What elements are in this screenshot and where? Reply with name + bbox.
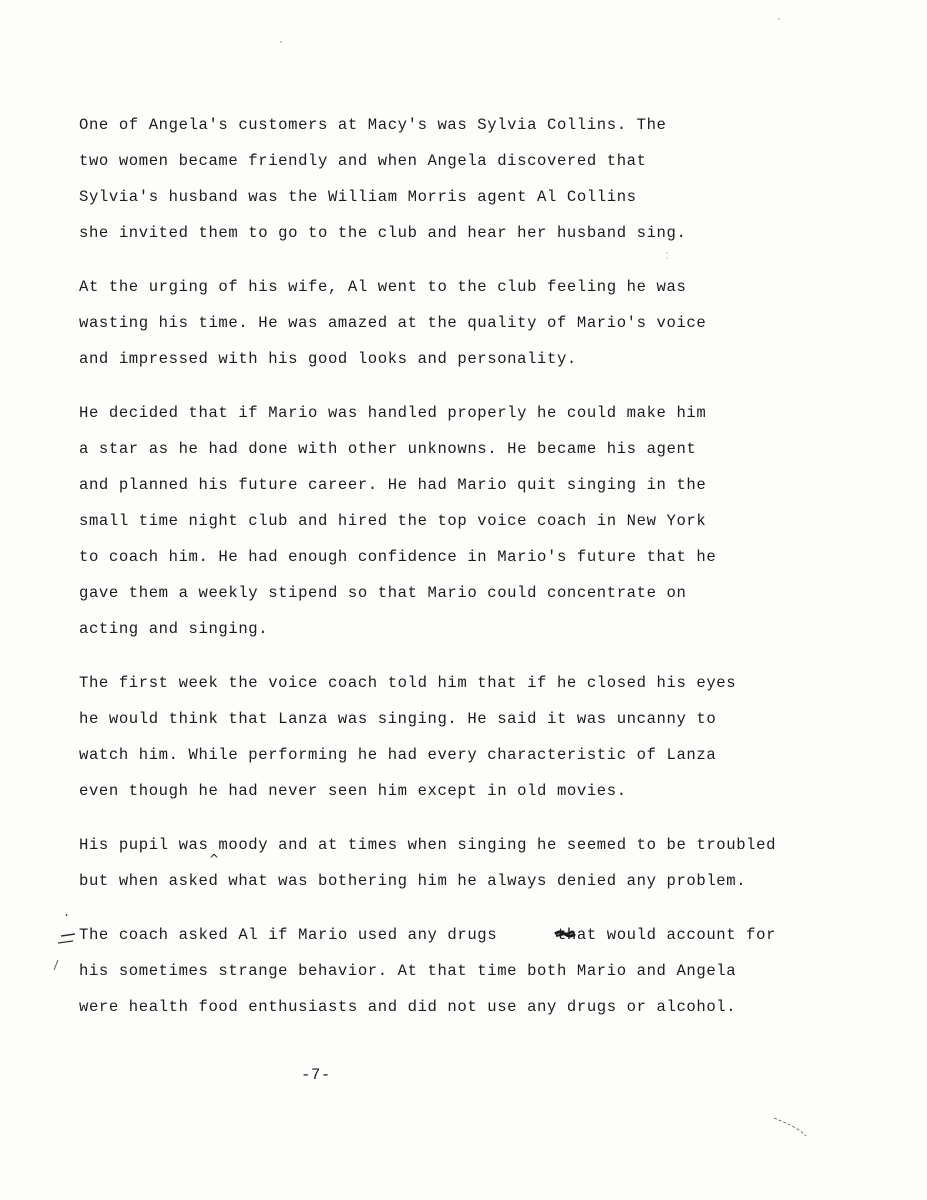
scan-speck: [278, 38, 284, 46]
text-line: to coach him. He had enough confidence in Mario's future that he: [79, 548, 717, 566]
text-line: were health food enthusiasts and did not use any drugs or alcohol.: [79, 998, 737, 1016]
paragraph-2: [79, 269, 879, 377]
paragraph-5: [79, 827, 879, 899]
text-line: and planned his future career. He had Mario quit singing in the: [79, 476, 707, 494]
text-line: he would think that Lanza was singing. He said it was uncanny to: [79, 710, 717, 728]
text-line: and impressed with his good looks and personality.: [79, 350, 577, 368]
text-line: gave them a weekly stipend so that Mario could concentrate on: [79, 584, 687, 602]
text-line: He decided that if Mario was handled properly he could make him: [79, 404, 707, 422]
text-line: wasting his time. He was amazed at the quality of Mario's voice: [79, 314, 707, 332]
text-line: even though he had never seen him except in old movies.: [79, 782, 627, 800]
text-line: The first week the voice coach told him that if he closed his eyes: [79, 674, 737, 692]
text-line: At the urging of his wife, Al went to the club feeling he was: [79, 278, 687, 296]
text-line: small time night club and hired the top voice coach in New York: [79, 512, 707, 530]
text-line: acting and singing.: [79, 620, 269, 638]
paragraph-1: [79, 107, 879, 251]
insertion-caret-mark: ^: [209, 852, 220, 866]
text-line: Sylvia's husband was the William Morris agent Al Collins: [79, 188, 637, 206]
text-line: she invited them to go to the club and hear her husband sing.: [79, 224, 687, 242]
text-line: watch him. While performing he had every characteristic of Lanza: [79, 746, 717, 764]
text-line: The coach asked Al if Mario used any drugs that would account for: [79, 926, 777, 944]
text-line: One of Angela's customers at Macy's was Sylvia Collins. The: [79, 116, 667, 134]
strikeout-mark: [554, 929, 576, 939]
text-line: but when asked what was bothering him he always denied any problem.: [79, 872, 747, 890]
paragraph-4: [79, 665, 879, 809]
page-number: -7-: [301, 1066, 331, 1084]
body-text: [79, 107, 879, 1043]
margin-pen-mark: [52, 912, 78, 976]
text-line: his sometimes strange behavior. At that time both Mario and Angela: [79, 962, 737, 980]
text-line: a star as he had done with other unknowns. He became his agent: [79, 440, 697, 458]
scan-speck: [776, 16, 782, 22]
paragraph-3: [79, 395, 879, 647]
text-line: His pupil was moody and at times when singing he seemed to be troubled: [79, 836, 777, 854]
text-line: two women became friendly and when Angela discovered that: [79, 152, 647, 170]
scan-speck: [772, 1114, 810, 1140]
paragraph-6: [79, 917, 879, 1025]
